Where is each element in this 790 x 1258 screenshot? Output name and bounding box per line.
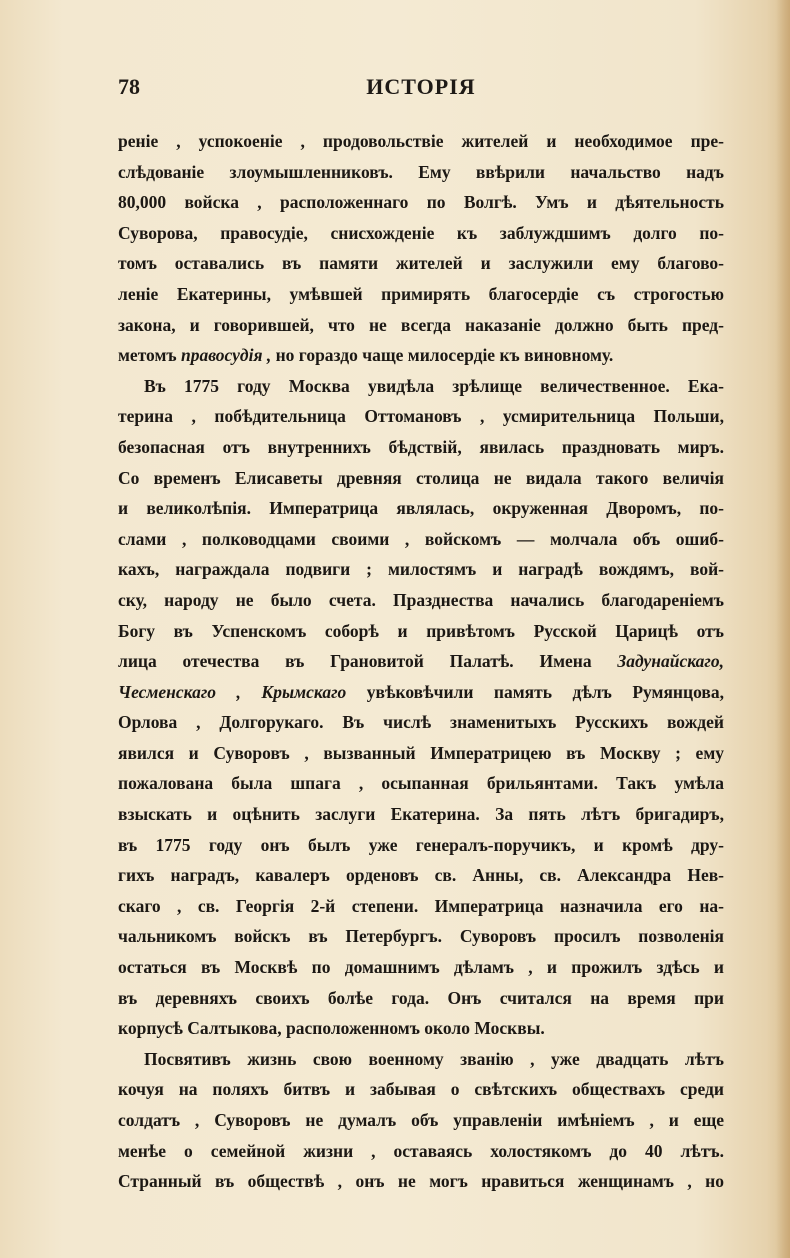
paragraph-2 xyxy=(118,371,724,1044)
text-line: безопасная отъ внутреннихъ бѣдствій, явилась праздновать миръ. xyxy=(118,436,724,457)
text-line: реніе , успокоеніе , продовольствіе жителей и необходимое пре- xyxy=(118,131,724,151)
text-line: ску, народу не было счета. Празднества начались благодареніемъ xyxy=(118,589,724,610)
text-line: кахъ, награждала подвиги ; милостямъ и наградѣ вождямъ, вой- xyxy=(118,559,724,580)
text-segment: но гораздо чаще милосердіе къ виновному. xyxy=(271,345,614,366)
text-segment: метомъ xyxy=(118,345,181,366)
text-line xyxy=(118,677,724,708)
text-line xyxy=(118,646,724,677)
text-segment: увѣковѣчили память дѣлъ Румянцова, xyxy=(346,681,724,702)
text-line: солдатъ , Суворовъ не думалъ объ управленіи имѣніемъ , и еще xyxy=(118,1110,724,1130)
text-line: остаться въ Москвѣ по домашнимъ дѣламъ , и прожилъ здѣсь и xyxy=(118,957,724,978)
text-line: чальникомъ войскъ въ Петербургъ. Суворовъ просилъ позволенія xyxy=(118,926,724,947)
text-line: томъ оставались въ памяти жителей и заслужили ему благово- xyxy=(118,253,724,274)
text-line: и великолѣпія. Императрица являлась, окруженная Дворомъ, по- xyxy=(118,498,724,519)
text-line: корпусѣ Салтыкова, расположенномъ около Москвы. xyxy=(118,1018,545,1039)
text-line: взыскать и оцѣнить заслуги Екатерина. За пять лѣтъ бригадиръ, xyxy=(118,804,724,825)
body-text xyxy=(118,126,724,1197)
text-line: Въ 1775 году Москва увидѣла зрѣлище величественное. Ека- xyxy=(144,375,724,396)
italic-term: правосудія , xyxy=(180,345,272,366)
italic-term: Задунайскаго, xyxy=(617,651,724,672)
text-line: Посвятивъ жизнь свою военному званію , уже двадцать лѣтъ xyxy=(144,1048,724,1069)
text-line: Со временъ Елисаветы древняя столица не видала такого величія xyxy=(118,467,724,488)
text-segment: лица отечества въ Грановитой Палатѣ. Имена xyxy=(118,651,618,672)
text-line: 80,000 войска , расположеннаго по Волгѣ. Умъ и дѣятельность xyxy=(118,192,724,213)
text-line: Странный въ обществѣ , онъ не могъ нравиться женщинамъ , но xyxy=(118,1171,724,1192)
text-line: въ 1775 году онъ былъ уже генералъ-поручикъ, и кромѣ дру- xyxy=(118,834,724,855)
text-line: закона, и говорившей, что не всегда наказаніе должно быть пред- xyxy=(118,314,724,335)
text-line: гихъ наградъ, кавалеръ орденовъ св. Анны, св. Александра Нев- xyxy=(118,865,724,886)
paragraph-3 xyxy=(118,1044,724,1197)
running-title: ИСТОРІЯ xyxy=(366,74,476,99)
paragraph-1 xyxy=(118,126,724,371)
text-line: слами , полководцами своими , войскомъ — молчала объ ошиб- xyxy=(118,528,724,549)
page-number: 78 xyxy=(118,74,140,99)
text-line: въ деревняхъ своихъ болѣе года. Онъ считался на время при xyxy=(118,987,724,1008)
text-line: менѣе о семейной жизни , оставаясь холостякомъ до 40 лѣтъ. xyxy=(118,1140,724,1161)
text-line: Орлова , Долгорукаго. Въ числѣ знаменитыхъ Русскихъ вождей xyxy=(118,712,724,733)
italic-term: Чесменскаго , Крымскаго xyxy=(118,681,347,702)
text-line: Богу въ Успенскомъ соборѣ и привѣтомъ Русской Царицѣ отъ xyxy=(118,620,724,641)
text-line: Суворова, правосудіе, снисхожденіе къ заблуждшимъ долго по- xyxy=(118,222,724,243)
text-line: леніе Екатерины, умѣвшей примирять благосердіе съ строгостью xyxy=(118,283,724,304)
text-line: пожалована была шпага , осыпанная брильянтами. Такъ умѣла xyxy=(118,773,724,794)
text-line: явился и Суворовъ , вызванный Императрицею въ Москву ; ему xyxy=(118,742,724,763)
text-line: скаго , св. Георгія 2-й степени. Императрица назначила его на- xyxy=(118,895,724,916)
page-edge-shadow xyxy=(776,0,790,1258)
text-line: терина , побѣдительница Оттомановъ , усмирительница Польши, xyxy=(118,406,724,427)
text-line: кочуя на поляхъ битвъ и забывая о свѣтскихъ обществахъ среди xyxy=(118,1079,724,1100)
text-line xyxy=(118,340,724,371)
text-line: слѣдованіе злоумышленниковъ. Ему ввѣрили начальство надъ xyxy=(118,161,724,182)
page-header xyxy=(118,74,724,106)
